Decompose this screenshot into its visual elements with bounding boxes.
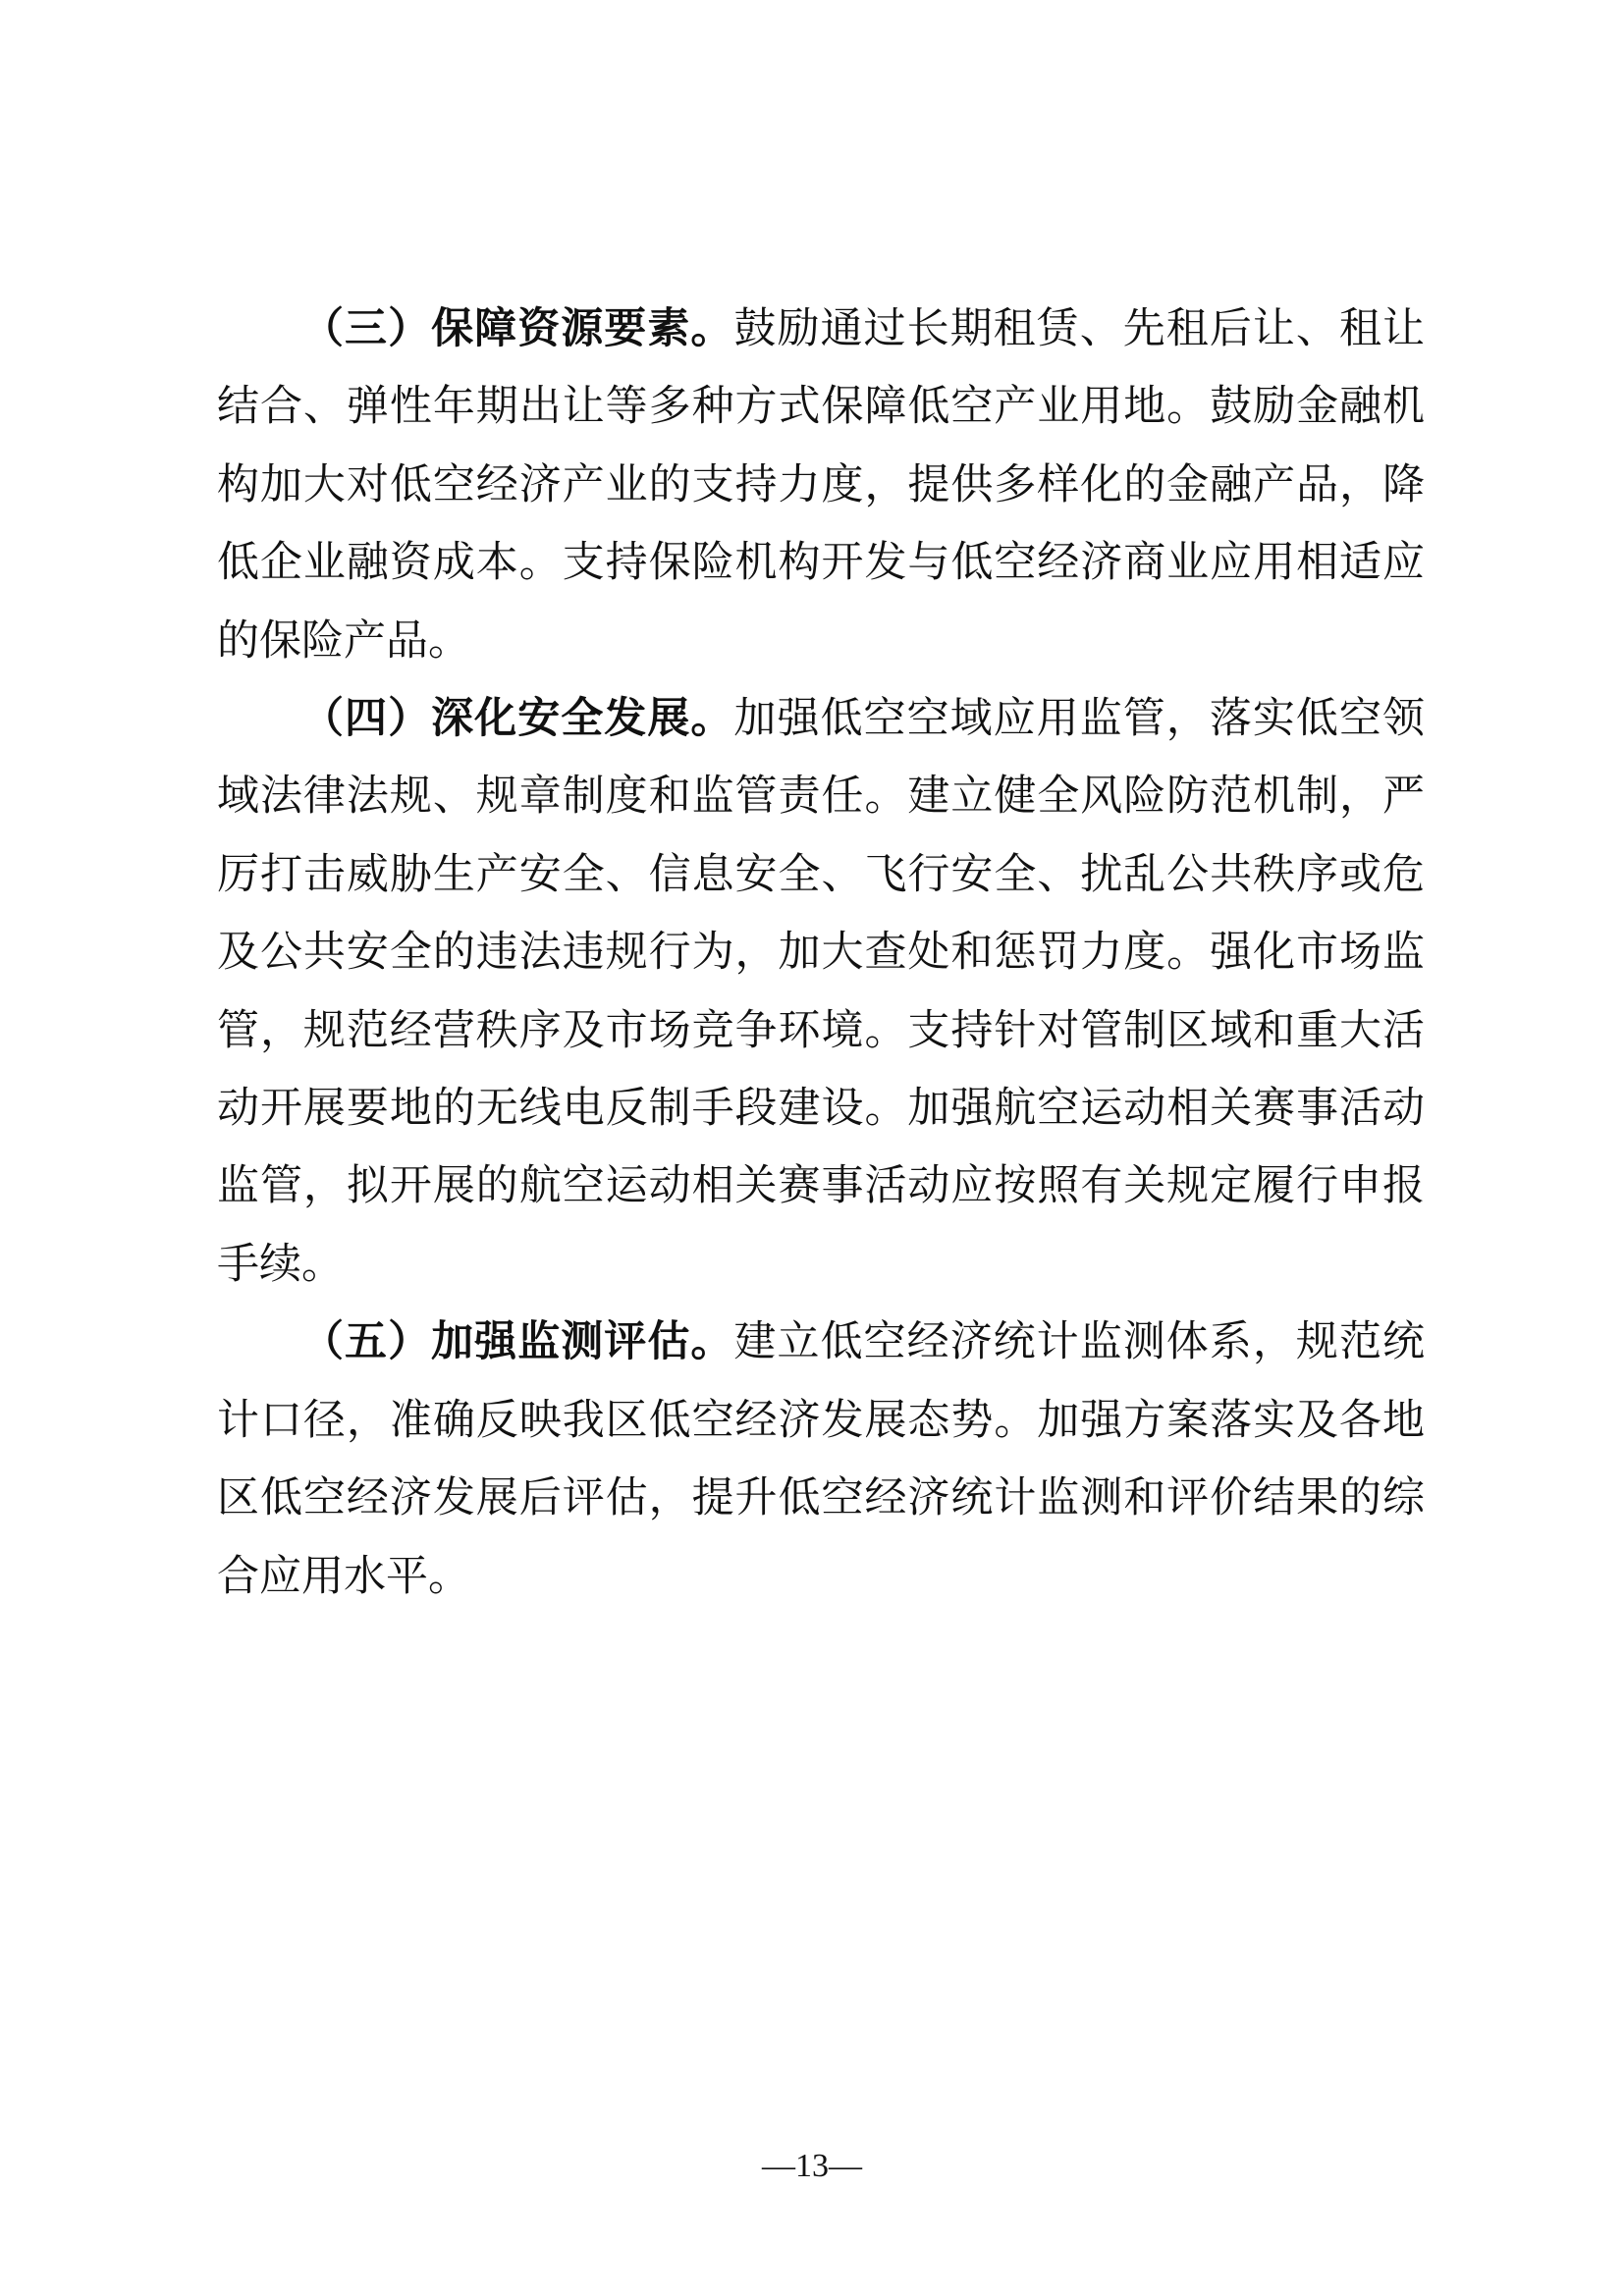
document-body — [217, 291, 1425, 1616]
paragraph-5-text: 建立低空经济统计监测体系，规范统计口径，准确反映我区低空经济发展态势。加强方案落实及各地区低空经济发展后评估，提升低空经济统计监测和评价结果的综合应用水平。 — [217, 1317, 1426, 1601]
paragraph-3-text: 鼓励通过长期租赁、先租后让、租让结合、弹性年期出让等多种方式保障低空产业用地。鼓励金融机构加大对低空经济产业的支持力度，提供多样化的金融产品，降低企业融资成本。支持保险机构开发与低空经济商业应用相适应的保险产品。 — [217, 304, 1426, 666]
paragraph-5 — [217, 1304, 1425, 1616]
page-number: —13— — [762, 2148, 862, 2184]
paragraph-4-heading: （四）深化安全发展。 — [301, 694, 734, 744]
paragraph-4 — [217, 680, 1425, 1304]
paragraph-5-heading: （五）加强监测评估。 — [301, 1317, 734, 1367]
paragraph-3-heading: （三）保障资源要素。 — [301, 304, 734, 353]
paragraph-4-text: 加强低空空域应用监管，落实低空领域法律法规、规章制度和监管责任。建立健全风险防范机制，严厉打击威胁生产安全、信息安全、飞行安全、扰乱公共秩序或危及公共安全的违法违规行为，加大查处和惩罚力度。强化市场监管，规范经营秩序及市场竞争环境。支持针对管制区域和重大活动开展要地的无线电反制手段建设。加强航空运动相关赛事活动监管，拟开展的航空运动相关赛事活动应按照有关规定履行申报手续。 — [217, 694, 1426, 1289]
paragraph-3 — [217, 291, 1425, 680]
